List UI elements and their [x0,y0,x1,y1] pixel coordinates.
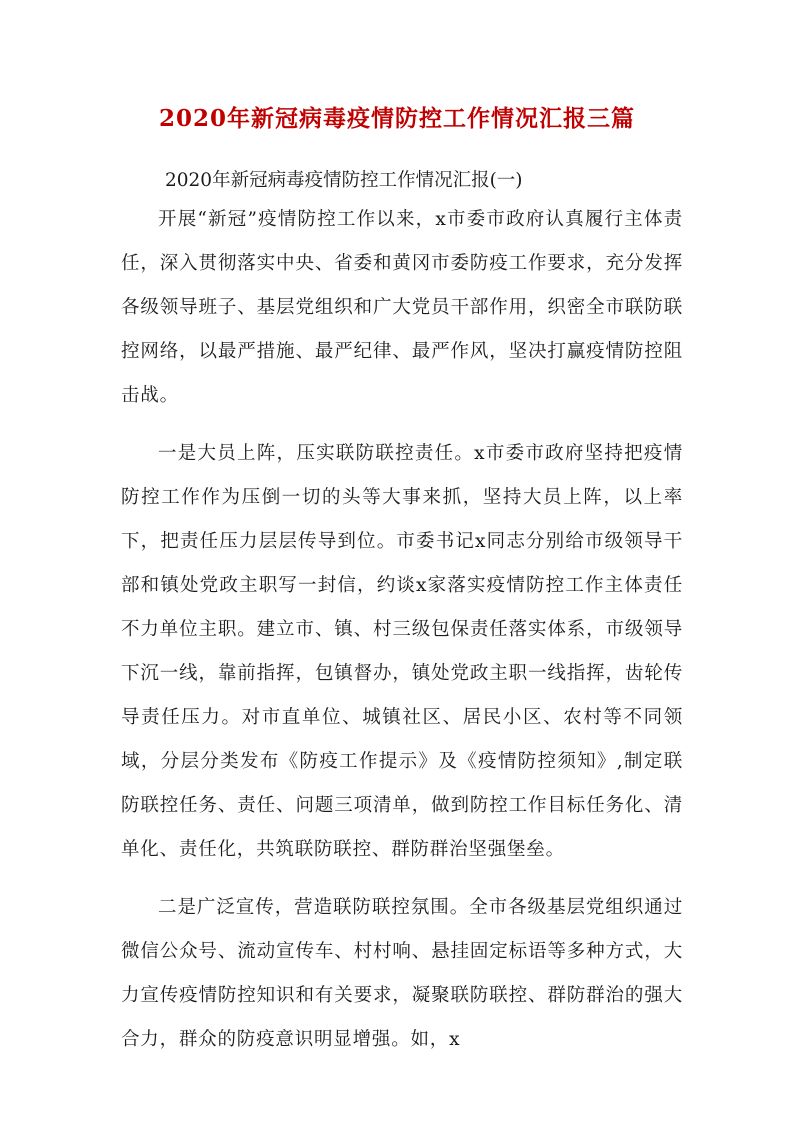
section-subtitle: 2020年新冠病毒疫情防控工作情况汇报(一) [165,170,523,191]
paragraph-point-two: 二是广泛宣传，营造联防联控氛围。全市各级基层党组织通过微信公众号、流动宣传车、村村响、悬挂固定标语等多种方式，大力宣传疫情防控知识和有关要求，凝聚联防联控、群防群治的强大合力，群众的防疫意识明显增强。如，x [121,897,683,1050]
paragraph-point-one: 一是大员上阵，压实联防联控责任。x市委市政府坚持把疫情防控工作作为压倒一切的头等大事来抓，坚持大员上阵，以上率下，把责任压力层层传导到位。市委书记x同志分别给市级领导干部和镇处党政主职写一封信，约谈x家落实疫情防控工作主体责任不力单位主职。建立市、镇、村三级包保责任落实体系，市级领导下沉一线，靠前指挥，包镇督办，镇处党政主职一线指挥，齿轮传导责任压力。对市直单位、城镇社区、居民小区、农村等不同领域，分层分类发布《防疫工作提示》及《疫情防控须知》,制定联防联控任务、责任、问题三项清单，做到防控工作目标任务化、清单化、责任化，共筑联防联控、群防群治坚强堡垒。 [121,443,683,860]
document-body [121,198,683,1062]
paragraph-intro: 开展“新冠”疫情防控工作以来，x市委市政府认真履行主体责任，深入贯彻落实中央、省委和黄冈市委防疫工作要求，充分发挥各级领导班子、基层党组织和广大党员干部作用，织密全市联防联控网络，以最严措施、最严纪律、最严作风，坚决打赢疫情防控阻击战。 [121,209,683,406]
document-title: 2020年新冠病毒疫情防控工作情况汇报三篇 [158,105,635,132]
